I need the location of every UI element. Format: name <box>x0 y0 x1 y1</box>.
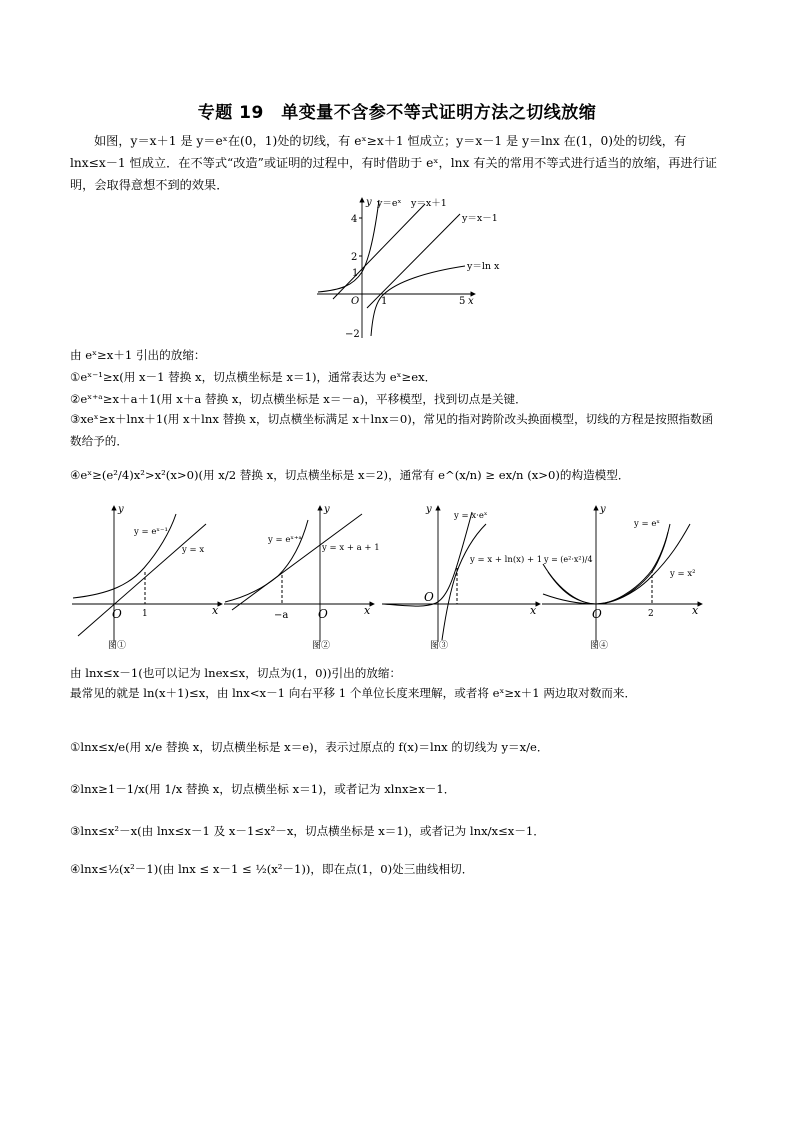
y-label: y <box>366 197 372 208</box>
sec1-item-2: ②eˣ⁺ᵃ≥x＋a＋1(用 x＋a 替换 x，切点横坐标是 x＝－a)，平移模型，找到切点是关键． <box>70 392 527 406</box>
intro-paragraph: 如图，y＝x＋1 是 y＝eˣ在(0，1)处的切线，有 eˣ≥x＋1 恒成立；y＝x－1 是 y＝lnx 在(1，0)处的切线，有 lnx≤x－1 恒成立．在不等式“改造”或证明的过程中，有时借助于 eˣ，lnx 有关的常用不等式进行适当的放缩，再进行证明，会取得意想不到的效果． <box>70 134 717 192</box>
figure-4 <box>540 502 710 652</box>
xtick-1: 1 <box>381 296 388 307</box>
fig4-caption: 图④ <box>590 641 609 651</box>
fig2-curve: y = eˣ⁺ᵃ <box>268 535 302 545</box>
fig3-o: O <box>424 590 434 604</box>
fig2-x: x <box>364 604 371 617</box>
fig3-line: y = x + ln(x) + 1 <box>470 555 543 565</box>
fig1-curve: y = eˣ⁻¹ <box>134 527 168 537</box>
fig4-curve: y = eˣ <box>634 519 660 529</box>
label-exp: y＝eˣ <box>377 198 402 209</box>
fig3-caption: 图③ <box>430 641 449 651</box>
fig4-mid: y = (e²·x²)/4 <box>544 555 593 564</box>
sec1-item-4: ④eˣ≥(e²/4)x²>x²(x>0)(用 x/2 替换 x，切点横坐标是 x＝2)，通常有 e^(x/n) ≥ ex/n (x>0)的构造模型． <box>70 468 630 482</box>
fig2-o: O <box>318 607 328 621</box>
figure-1 <box>70 502 230 652</box>
fig3-y: y <box>426 504 432 515</box>
label-x-plus-1: y＝x＋1 <box>411 198 447 209</box>
sec2-heading: 由 lnx≤x－1(也可以记为 lnex≤x，切点为(1，0))引出的放缩： <box>70 666 402 680</box>
fig4-tick: 2 <box>648 609 654 619</box>
sec2-item-4: ④lnx≤½(x²－1)(由 lnx ≤ x－1 ≤ ½(x²－1))，即在点(1，0)处三曲线相切． <box>70 862 474 876</box>
fig4-o: O <box>592 607 602 621</box>
sec2-item-2: ②lnx≥1－1/x(用 1/x 替换 x，切点横坐标 x＝1)，或者记为 xlnx≥x－1． <box>70 782 456 796</box>
fig4-y: y <box>600 504 606 515</box>
fig2-line: y = x + a + 1 <box>322 543 380 553</box>
fig1-o: O <box>112 607 122 621</box>
fig1-tick: 1 <box>142 609 148 619</box>
fig1-line: y = x <box>182 545 205 555</box>
fig2-caption: 图② <box>312 641 331 651</box>
sec1-item-1: ①eˣ⁻¹≥x(用 x－1 替换 x，切点横坐标是 x＝1)，通常表达为 eˣ≥ex． <box>70 370 437 384</box>
sec2-item-3: ③lnx≤x²－x(由 lnx≤x－1 及 x－1≤x²－x，切点横坐标是 x＝1)，或者记为 lnx/x≤x－1． <box>70 824 545 838</box>
fig3-x: x <box>530 604 537 617</box>
figure-3 <box>380 502 545 652</box>
fig3-curve: y = x·eˣ <box>454 511 488 521</box>
origin-label: O <box>351 296 360 307</box>
xtick-5: 5 <box>459 296 466 307</box>
sec2-item-1: ①lnx≤x/e(用 x/e 替换 x，切点横坐标是 x＝e)，表示过原点的 f(x)＝lnx 的切线为 y＝x/e． <box>70 740 549 754</box>
tick-1: 1 <box>352 268 359 279</box>
x-label: x <box>468 296 474 307</box>
label-x-minus-1: y＝x－1 <box>462 213 498 224</box>
tick-4: 4 <box>351 214 358 225</box>
figure-2 <box>222 502 382 652</box>
curve-exp <box>318 200 379 292</box>
tick-2: 2 <box>351 252 358 263</box>
fig4-line: y = x² <box>670 569 696 579</box>
sec2-text: 最常见的就是 ln(x＋1)≤x，由 lnx<x－1 向右平移 1 个单位长度来理解，或者将 eˣ≥x＋1 两边取对数而来． <box>70 686 637 700</box>
fig1-y: y <box>118 504 124 515</box>
line-x-plus-1 <box>333 204 425 299</box>
sec1-heading: 由 eˣ≥x＋1 引出的放缩： <box>70 348 206 362</box>
fig1-caption: 图① <box>108 641 127 651</box>
main-figure <box>315 196 515 341</box>
sec1-item-3: ③xeˣ≥x＋lnx＋1(用 x＋lnx 替换 x，切点横坐标满足 x＋lnx＝0)，常见的指对跨阶改头换面模型，切线的方程是按照指数函数给予的． <box>70 412 714 448</box>
fig1-x: x <box>212 604 219 617</box>
fig2-y: y <box>324 504 330 515</box>
tick-neg2: −2 <box>345 329 360 340</box>
fig4-x: x <box>692 604 699 617</box>
page-title: 专题 19 单变量不含参不等式证明方法之切线放缩 <box>197 103 597 123</box>
label-ln: y＝ln x <box>467 261 500 272</box>
fig2-tick: −a <box>274 610 289 621</box>
